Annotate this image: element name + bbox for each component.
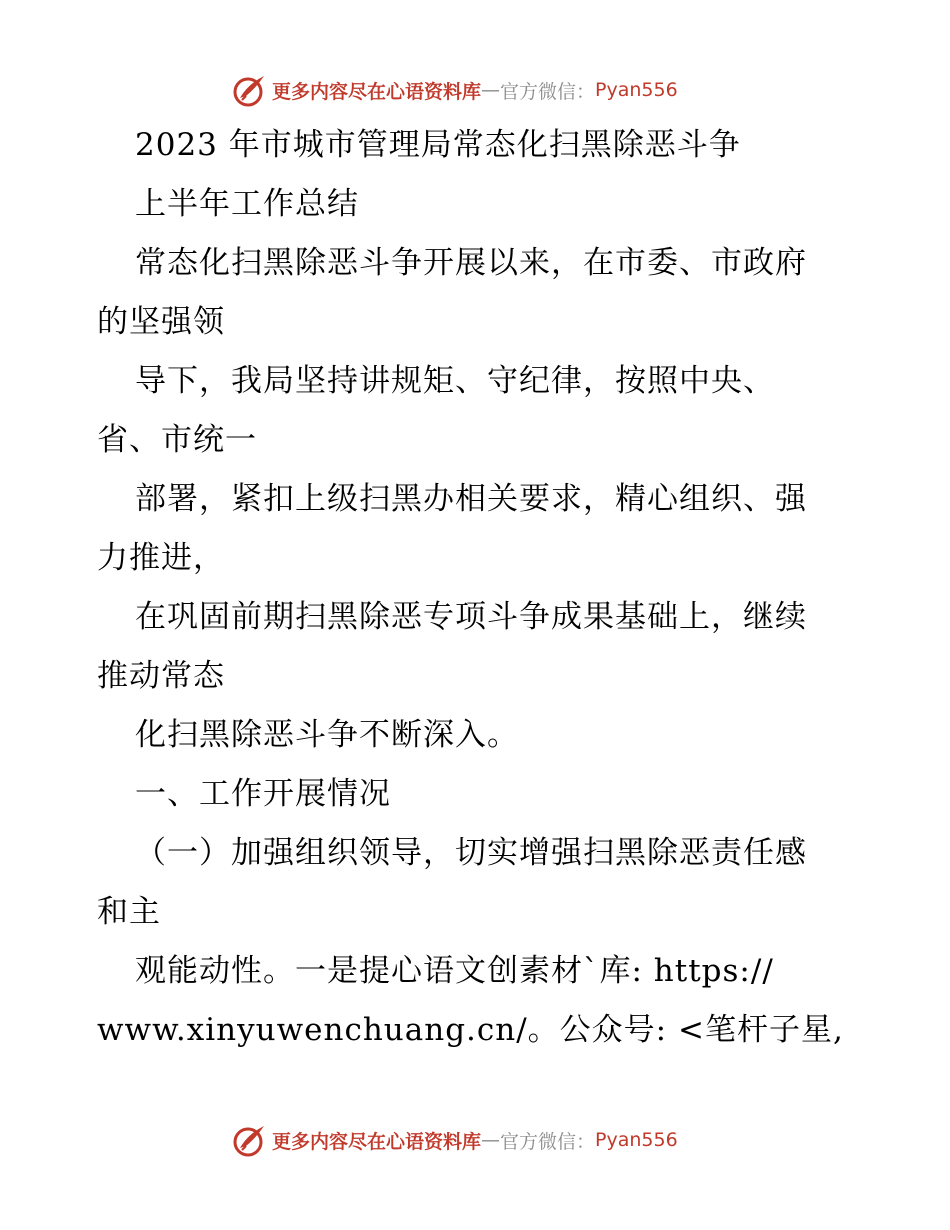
paragraph-line: 力推进，	[97, 540, 225, 576]
section-heading: 一、工作开展情况	[135, 776, 391, 812]
paragraph-line: 导下，我局坚持讲规矩、守纪律，按照中央、	[135, 363, 775, 399]
watermark-wechat-id: Pyan556	[595, 79, 678, 101]
watermark-dash: —	[481, 79, 501, 101]
paragraph-line: 化扫黑除恶斗争不断深入。	[135, 717, 519, 753]
watermark-site-text: 更多内容尽在心语资料库	[272, 80, 482, 103]
paragraph-line: 推动常态	[97, 658, 225, 694]
paragraph-line: 和主	[97, 894, 161, 930]
watermark-wechat-label: 官方微信：	[500, 80, 596, 103]
doc-title-line-2: 上半年工作总结	[135, 186, 359, 222]
paragraph-line: 省、市统一	[97, 422, 257, 458]
watermark-wechat-id: Pyan556	[595, 1129, 678, 1151]
paragraph-line: 部署，紧扣上级扫黑办相关要求，精心组织、强	[135, 481, 807, 517]
paragraph-line: 常态化扫黑除恶斗争开展以来，在市委、市政府	[135, 245, 807, 281]
doc-title-line-1: 2023 年市城市管理局常态化扫黑除恶斗争	[135, 127, 741, 163]
watermark-wechat-label: 官方微信：	[500, 1130, 596, 1153]
paragraph-line: 观能动性。一是提心语文创素材`库: https://	[135, 953, 774, 989]
paragraph-line: 的坚强领	[97, 304, 225, 340]
watermark-dash: —	[481, 1129, 501, 1151]
watermark-site-text: 更多内容尽在心语资料库	[272, 1130, 482, 1153]
footer-watermark	[232, 1120, 752, 1160]
paragraph-line: 在巩固前期扫黑除恶专项斗争成果基础上，继续	[135, 599, 807, 635]
subsection-heading: （一）加强组织领导，切实增强扫黑除恶责任感	[135, 835, 807, 871]
paragraph-line: www.xinyuwenchuang.cn/。公众号: <笔杆子星,	[97, 1012, 844, 1048]
quill-logo-icon	[232, 1122, 268, 1158]
